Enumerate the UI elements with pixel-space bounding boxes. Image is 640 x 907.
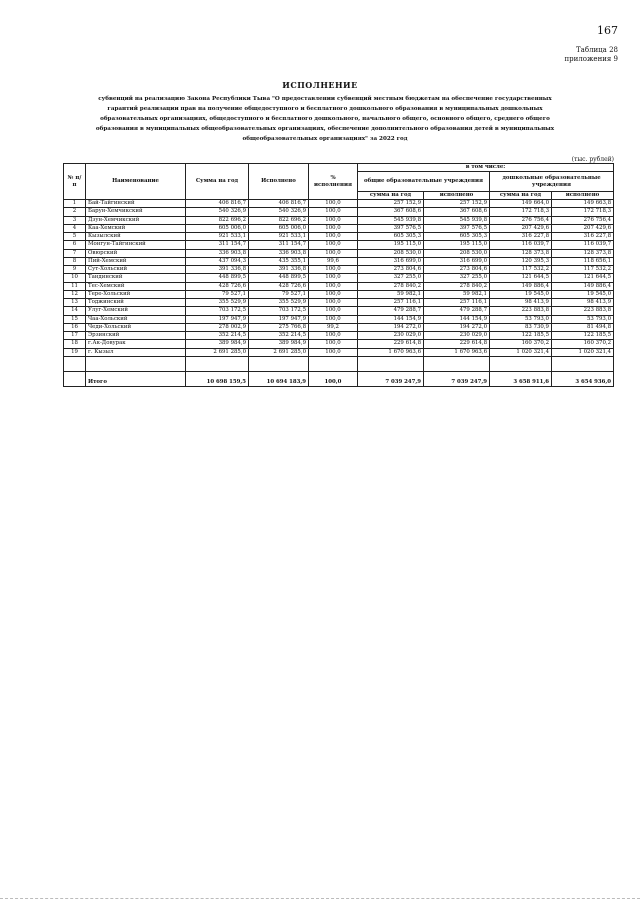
row-executed: 2 691 285,0 [249, 348, 309, 356]
row-general-annual: 230 029,0 [358, 332, 424, 340]
document-title: ИСПОЛНЕНИЕ [282, 80, 358, 90]
table-row [64, 323, 614, 331]
row-name: Кызылский [86, 233, 186, 241]
table-row [64, 299, 614, 307]
row-name: Сут-Хольский [86, 266, 186, 274]
table-body [64, 200, 614, 387]
row-annual: 336 903,8 [186, 249, 249, 257]
row-general-executed: 208 530,0 [424, 249, 490, 257]
row-percent: 100,0 [309, 282, 358, 290]
row-number: 1 [64, 200, 86, 208]
row-preschool-annual: 276 756,4 [490, 216, 552, 224]
row-general-annual: 605 305,3 [358, 233, 424, 241]
row-general-annual: 545 939,8 [358, 216, 424, 224]
row-executed: 197 947,9 [249, 315, 309, 323]
table-row [64, 315, 614, 323]
row-annual: 355 529,9 [186, 299, 249, 307]
row-annual: 703 172,5 [186, 307, 249, 315]
table-row [64, 257, 614, 265]
row-general-annual: 144 154,9 [358, 315, 424, 323]
row-percent: 100,0 [309, 208, 358, 216]
row-executed: 352 214,5 [249, 332, 309, 340]
row-general-executed: 194 272,0 [424, 323, 490, 331]
header-percent: % исполнения [309, 164, 358, 200]
row-name: Чаа-Хольский [86, 315, 186, 323]
row-percent: 100,0 [309, 216, 358, 224]
row-general-executed: 605 305,3 [424, 233, 490, 241]
row-executed: 406 816,7 [249, 200, 309, 208]
table-row [64, 241, 614, 249]
row-executed: 311 154,7 [249, 241, 309, 249]
row-name: Овюрский [86, 249, 186, 257]
row-general-executed: 229 614,8 [424, 340, 490, 348]
row-general-executed: 230 029,0 [424, 332, 490, 340]
row-general-executed: 273 804,6 [424, 266, 490, 274]
row-general-executed: 195 115,0 [424, 241, 490, 249]
row-number: 12 [64, 290, 86, 298]
row-number: 7 [64, 249, 86, 257]
row-preschool-executed: 160 370,2 [552, 340, 614, 348]
row-preschool-executed: 316 227,8 [552, 233, 614, 241]
row-annual: 197 947,9 [186, 315, 249, 323]
spacer-cell [86, 356, 186, 371]
row-general-annual: 208 530,0 [358, 249, 424, 257]
page-number: 167 [597, 24, 618, 37]
row-name: Улуг-Хемский [86, 307, 186, 315]
row-preschool-executed: 223 883,8 [552, 307, 614, 315]
spacer-cell [249, 356, 309, 371]
row-percent: 100,0 [309, 307, 358, 315]
row-general-executed: 479 288,7 [424, 307, 490, 315]
header-preschool-executed: исполнено [552, 192, 614, 200]
table-row [64, 274, 614, 282]
row-number: 3 [64, 216, 86, 224]
row-annual: 352 214,5 [186, 332, 249, 340]
row-annual: 278 002,9 [186, 323, 249, 331]
row-preschool-annual: 160 370,2 [490, 340, 552, 348]
row-preschool-annual: 149 886,4 [490, 282, 552, 290]
table-number: Таблица 28 [576, 46, 618, 54]
row-annual: 437 094,3 [186, 257, 249, 265]
row-number: 9 [64, 266, 86, 274]
row-name: г.Ак-Довурак [86, 340, 186, 348]
row-preschool-executed: 172 718,3 [552, 208, 614, 216]
row-name: Тандинский [86, 274, 186, 282]
row-preschool-annual: 207 429,6 [490, 224, 552, 232]
row-name: Дзун-Хемчикский [86, 216, 186, 224]
table-row [64, 266, 614, 274]
table-row [64, 340, 614, 348]
total-preschool-annual: 3 658 911,6 [490, 371, 552, 386]
row-percent: 100,0 [309, 274, 358, 282]
row-annual: 428 726,6 [186, 282, 249, 290]
header-including: в том числе: [358, 164, 614, 172]
table-row [64, 249, 614, 257]
row-annual: 448 899,5 [186, 274, 249, 282]
row-preschool-executed: 118 656,1 [552, 257, 614, 265]
row-percent: 100,0 [309, 241, 358, 249]
row-general-executed: 144 154,9 [424, 315, 490, 323]
row-executed: 703 172,5 [249, 307, 309, 315]
row-preschool-annual: 116 039,7 [490, 241, 552, 249]
row-general-annual: 257 152,9 [358, 200, 424, 208]
header-annual: Сумма на год [186, 164, 249, 200]
row-preschool-executed: 122 185,5 [552, 332, 614, 340]
row-executed: 822 696,2 [249, 216, 309, 224]
row-general-annual: 397 576,5 [358, 224, 424, 232]
row-percent: 99,2 [309, 323, 358, 331]
row-general-executed: 397 576,5 [424, 224, 490, 232]
row-preschool-annual: 172 718,3 [490, 208, 552, 216]
row-preschool-executed: 276 756,4 [552, 216, 614, 224]
row-executed: 336 903,8 [249, 249, 309, 257]
table-reference [565, 46, 618, 64]
spacer-row [64, 356, 614, 371]
row-preschool-executed: 128 373,8 [552, 249, 614, 257]
row-preschool-executed: 116 039,7 [552, 241, 614, 249]
table-row [64, 290, 614, 298]
total-general-executed: 7 039 247,9 [424, 371, 490, 386]
row-executed: 391 336,8 [249, 266, 309, 274]
row-preschool-executed: 207 429,6 [552, 224, 614, 232]
units-label: (тыс. рублей) [571, 156, 614, 163]
row-name: Барун-Хемчикский [86, 208, 186, 216]
row-preschool-executed: 19 545,0 [552, 290, 614, 298]
row-annual: 605 006,0 [186, 224, 249, 232]
spacer-cell [424, 356, 490, 371]
row-preschool-executed: 149 886,4 [552, 282, 614, 290]
row-executed: 275 766,8 [249, 323, 309, 331]
row-percent: 100,0 [309, 340, 358, 348]
row-general-executed: 278 840,2 [424, 282, 490, 290]
row-preschool-annual: 117 532,2 [490, 266, 552, 274]
total-annual: 10 698 159,5 [186, 371, 249, 386]
header-general-executed: исполнено [424, 192, 490, 200]
row-general-annual: 316 699,0 [358, 257, 424, 265]
row-annual: 406 816,7 [186, 200, 249, 208]
row-number: 15 [64, 315, 86, 323]
spacer-cell [309, 356, 358, 371]
row-number: 19 [64, 348, 86, 356]
table-row [64, 200, 614, 208]
header-group-preschool: дошкольные образовательные учреждения [490, 172, 614, 192]
row-number: 8 [64, 257, 86, 265]
row-name: Пий-Хемский [86, 257, 186, 265]
row-preschool-annual: 19 545,0 [490, 290, 552, 298]
row-preschool-annual: 1 020 321,4 [490, 348, 552, 356]
row-preschool-executed: 1 020 321,4 [552, 348, 614, 356]
row-executed: 355 529,9 [249, 299, 309, 307]
row-name: Каа-Хемский [86, 224, 186, 232]
row-number: 10 [64, 274, 86, 282]
header-executed: Исполнено [249, 164, 309, 200]
row-preschool-executed: 53 793,0 [552, 315, 614, 323]
row-general-executed: 59 982,1 [424, 290, 490, 298]
row-general-executed: 257 116,1 [424, 299, 490, 307]
row-percent: 100,0 [309, 332, 358, 340]
header-name: Наименование [86, 164, 186, 200]
row-preschool-executed: 121 644,5 [552, 274, 614, 282]
header-group-general: общие образовательные учреждения [358, 172, 490, 192]
row-number: 2 [64, 208, 86, 216]
row-number: 14 [64, 307, 86, 315]
header-num: № п/п [64, 164, 86, 200]
row-executed: 540 326,9 [249, 208, 309, 216]
row-general-executed: 257 152,9 [424, 200, 490, 208]
total-general-annual: 7 039 247,9 [358, 371, 424, 386]
row-percent: 100,0 [309, 315, 358, 323]
header-general-annual: сумма на год [358, 192, 424, 200]
row-executed: 428 726,6 [249, 282, 309, 290]
row-percent: 100,0 [309, 224, 358, 232]
row-executed: 435 355,1 [249, 257, 309, 265]
row-name: г. Кызыл [86, 348, 186, 356]
row-annual: 389 984,9 [186, 340, 249, 348]
row-general-annual: 257 116,1 [358, 299, 424, 307]
row-number: 16 [64, 323, 86, 331]
total-row [64, 371, 614, 386]
row-executed: 448 899,5 [249, 274, 309, 282]
row-executed: 921 533,1 [249, 233, 309, 241]
row-percent: 100,0 [309, 299, 358, 307]
page-bottom-line [0, 898, 640, 899]
row-preschool-executed: 117 532,2 [552, 266, 614, 274]
row-number: 13 [64, 299, 86, 307]
row-annual: 79 527,1 [186, 290, 249, 298]
spacer-cell [358, 356, 424, 371]
table-row [64, 233, 614, 241]
row-number: 18 [64, 340, 86, 348]
row-percent: 100,0 [309, 233, 358, 241]
row-name: Тере-Хольский [86, 290, 186, 298]
row-general-annual: 367 608,6 [358, 208, 424, 216]
row-general-annual: 59 982,1 [358, 290, 424, 298]
total-percent: 100,0 [309, 371, 358, 386]
table-row [64, 348, 614, 356]
row-name: Эрзинский [86, 332, 186, 340]
row-general-annual: 194 272,0 [358, 323, 424, 331]
row-general-executed: 1 670 963,6 [424, 348, 490, 356]
row-number: 5 [64, 233, 86, 241]
row-general-annual: 479 288,7 [358, 307, 424, 315]
execution-table [63, 163, 614, 387]
row-preschool-annual: 128 373,8 [490, 249, 552, 257]
row-preschool-annual: 120 395,3 [490, 257, 552, 265]
row-name: Тес-Хемский [86, 282, 186, 290]
row-name: Чеди-Хольский [86, 323, 186, 331]
table-header [64, 164, 614, 200]
header-preschool-annual: сумма на год [490, 192, 552, 200]
appendix-number: приложения 9 [564, 55, 618, 63]
row-general-executed: 327 255,0 [424, 274, 490, 282]
row-percent: 99,6 [309, 257, 358, 265]
row-annual: 391 336,8 [186, 266, 249, 274]
total-name: Итого [86, 371, 186, 386]
spacer-cell [552, 356, 614, 371]
row-percent: 100,0 [309, 290, 358, 298]
spacer-cell [186, 356, 249, 371]
row-percent: 100,0 [309, 200, 358, 208]
row-executed: 79 527,1 [249, 290, 309, 298]
table-row [64, 216, 614, 224]
row-preschool-annual: 121 644,5 [490, 274, 552, 282]
row-annual: 540 326,9 [186, 208, 249, 216]
row-executed: 389 984,9 [249, 340, 309, 348]
row-general-annual: 273 804,6 [358, 266, 424, 274]
row-preschool-annual: 83 730,9 [490, 323, 552, 331]
row-preschool-annual: 53 793,0 [490, 315, 552, 323]
row-name: Тоджинский [86, 299, 186, 307]
row-annual: 921 533,1 [186, 233, 249, 241]
spacer-cell [64, 356, 86, 371]
spacer-cell [490, 356, 552, 371]
table-row [64, 208, 614, 216]
row-percent: 100,0 [309, 348, 358, 356]
row-annual: 311 154,7 [186, 241, 249, 249]
row-number: 4 [64, 224, 86, 232]
row-general-executed: 367 608,6 [424, 208, 490, 216]
row-general-annual: 1 670 963,6 [358, 348, 424, 356]
row-preschool-executed: 98 413,9 [552, 299, 614, 307]
row-preschool-annual: 316 227,8 [490, 233, 552, 241]
row-general-executed: 545 939,8 [424, 216, 490, 224]
row-annual: 822 696,2 [186, 216, 249, 224]
row-number: 11 [64, 282, 86, 290]
row-number: 17 [64, 332, 86, 340]
total-number [64, 371, 86, 386]
row-general-annual: 229 614,8 [358, 340, 424, 348]
row-name: Монгун-Тайгинский [86, 241, 186, 249]
table-row [64, 282, 614, 290]
row-preschool-annual: 122 185,5 [490, 332, 552, 340]
row-preschool-annual: 149 664,0 [490, 200, 552, 208]
row-general-annual: 278 840,2 [358, 282, 424, 290]
table-row [64, 332, 614, 340]
table-row [64, 224, 614, 232]
row-annual: 2 691 285,0 [186, 348, 249, 356]
total-preschool-executed: 3 654 936,0 [552, 371, 614, 386]
row-preschool-annual: 223 883,8 [490, 307, 552, 315]
total-executed: 10 694 183,9 [249, 371, 309, 386]
document-subtitle: субвенций на реализацию Закона Республики Тыва "О предоставлении субвенций местным бюджетам на обеспечение государственных гарантий реализации прав на получение общедоступного и бесплатного дошкольного образования в муниципальных дошкольных образовательных организациях, общедоступного и бесплатного дошкольного, начального общего, основного общего, среднего общего образования в муниципальных общеобразовательных организациях, обеспечение дополнительного образования детей в муниципальных общеобразовательных организациях" за 2022 год [95, 96, 555, 142]
row-percent: 100,0 [309, 249, 358, 257]
row-percent: 100,0 [309, 266, 358, 274]
row-executed: 605 006,0 [249, 224, 309, 232]
row-name: Бай-Тайгинский [86, 200, 186, 208]
row-number: 6 [64, 241, 86, 249]
row-general-annual: 327 255,0 [358, 274, 424, 282]
row-preschool-executed: 81 494,8 [552, 323, 614, 331]
row-general-annual: 195 115,0 [358, 241, 424, 249]
table-row [64, 307, 614, 315]
row-general-executed: 316 699,0 [424, 257, 490, 265]
row-preschool-annual: 98 413,9 [490, 299, 552, 307]
row-preschool-executed: 149 663,8 [552, 200, 614, 208]
